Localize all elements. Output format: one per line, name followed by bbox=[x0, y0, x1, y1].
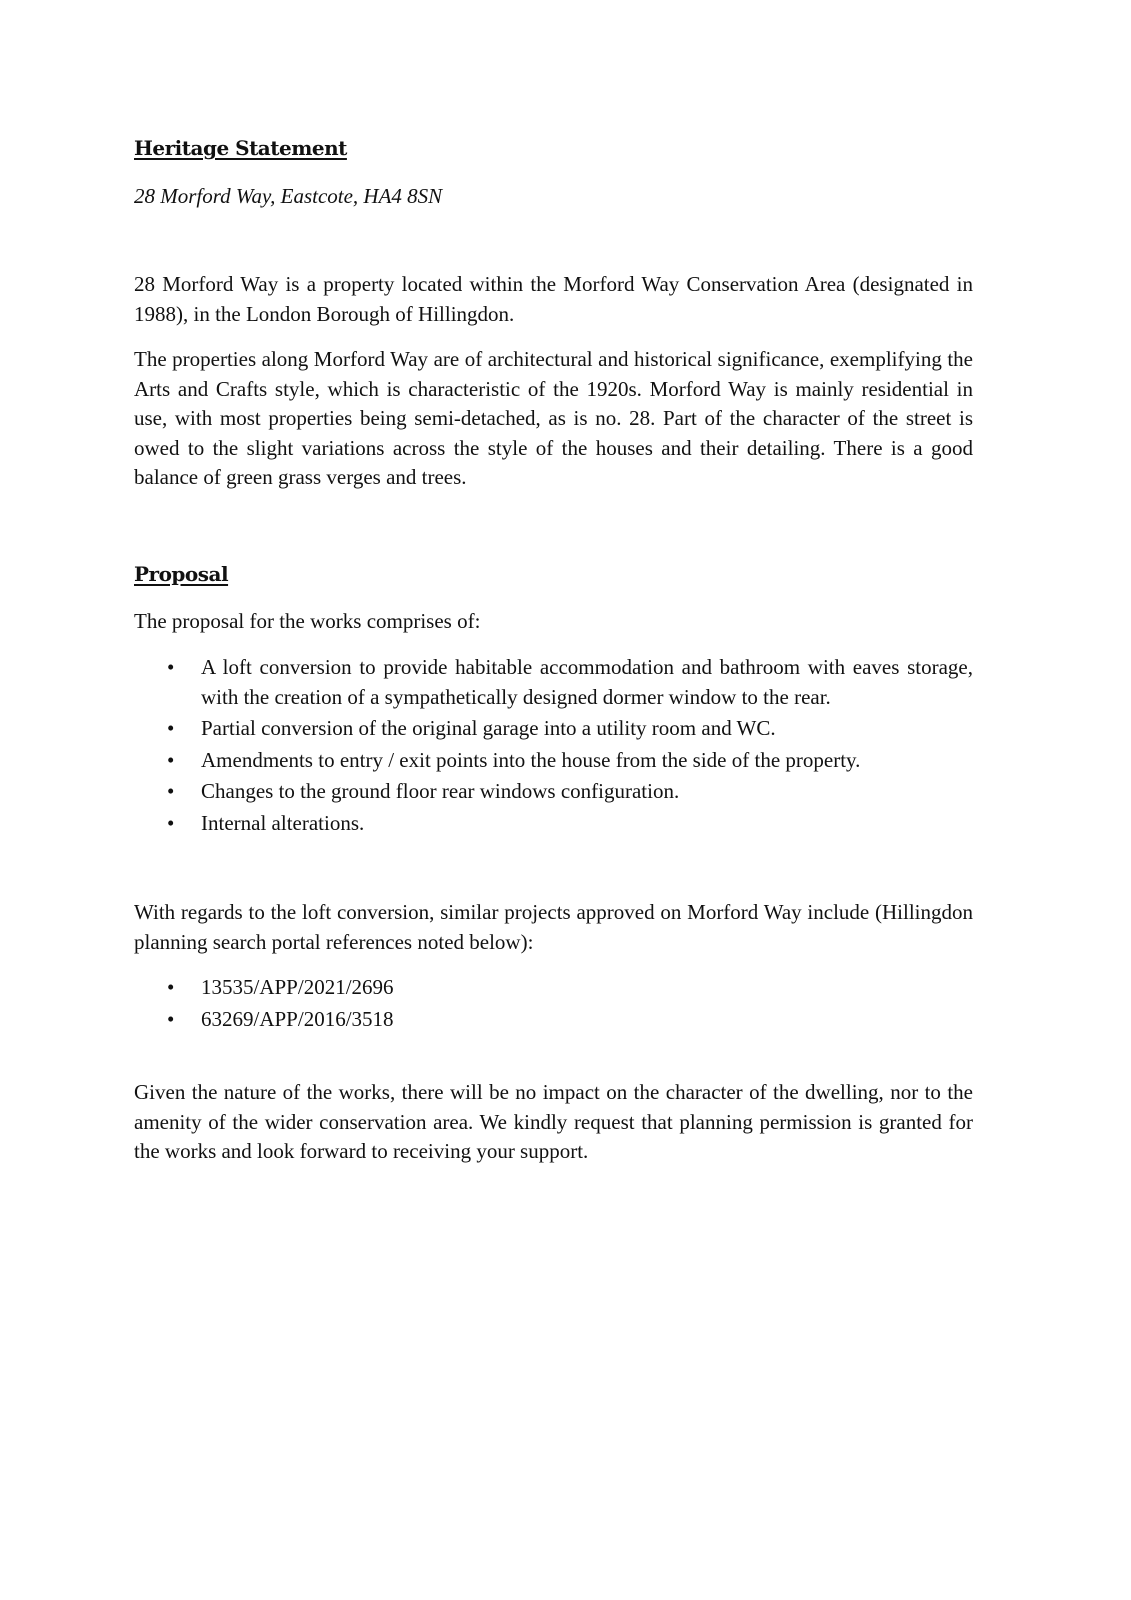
list-item: • Amendments to entry / exit points into the house from the side of the property. bbox=[134, 746, 973, 776]
intro-paragraph: 28 Morford Way is a property located within the Morford Way Conservation Area (designated in 1988), in the London Borough of Hillingdon. bbox=[134, 272, 973, 326]
list-item: • A loft conversion to provide habitable accommodation and bathroom with eaves storage, with the creation of a sympathetically designed dormer window to the rear. bbox=[134, 653, 973, 712]
conclusion-paragraph: Given the nature of the works, there will be no impact on the character of the dwelling, nor to the amenity of the wider conservation area. We kindly request that planning permission is granted for the works and look forward to receiving your support. bbox=[134, 1080, 973, 1164]
list-item: • 13535/APP/2021/2696 bbox=[134, 973, 973, 1003]
list-item: • 63269/APP/2016/3518 bbox=[134, 1005, 973, 1035]
address: 28 Morford Way, Eastcote, HA4 8SN bbox=[134, 184, 443, 208]
list-item: • Internal alterations. bbox=[134, 809, 973, 839]
list-item: • Partial conversion of the original garage into a utility room and WC. bbox=[134, 714, 973, 744]
proposal-heading: Proposal bbox=[134, 562, 229, 586]
list-item: • Changes to the ground floor rear windows configuration. bbox=[134, 777, 973, 807]
precedents-paragraph: With regards to the loft conversion, similar projects approved on Morford Way include (Hillingdon planning search portal references noted below): bbox=[134, 900, 973, 954]
proposal-lead: The proposal for the works comprises of: bbox=[134, 609, 481, 633]
proposal-list bbox=[134, 653, 973, 841]
character-paragraph: The properties along Morford Way are of architectural and historical significance, exemplifying the Arts and Crafts style, which is characteristic of the 1920s. Morford Way is mainly residential in use, with most properties being semi-detached, as is no. 28. Part of the character of the street is owed to the slight variations across the style of the houses and their detailing. There is a good balance of green grass verges and trees. bbox=[134, 347, 973, 490]
precedents-list bbox=[134, 973, 973, 1036]
document-title: Heritage Statement bbox=[134, 136, 347, 160]
